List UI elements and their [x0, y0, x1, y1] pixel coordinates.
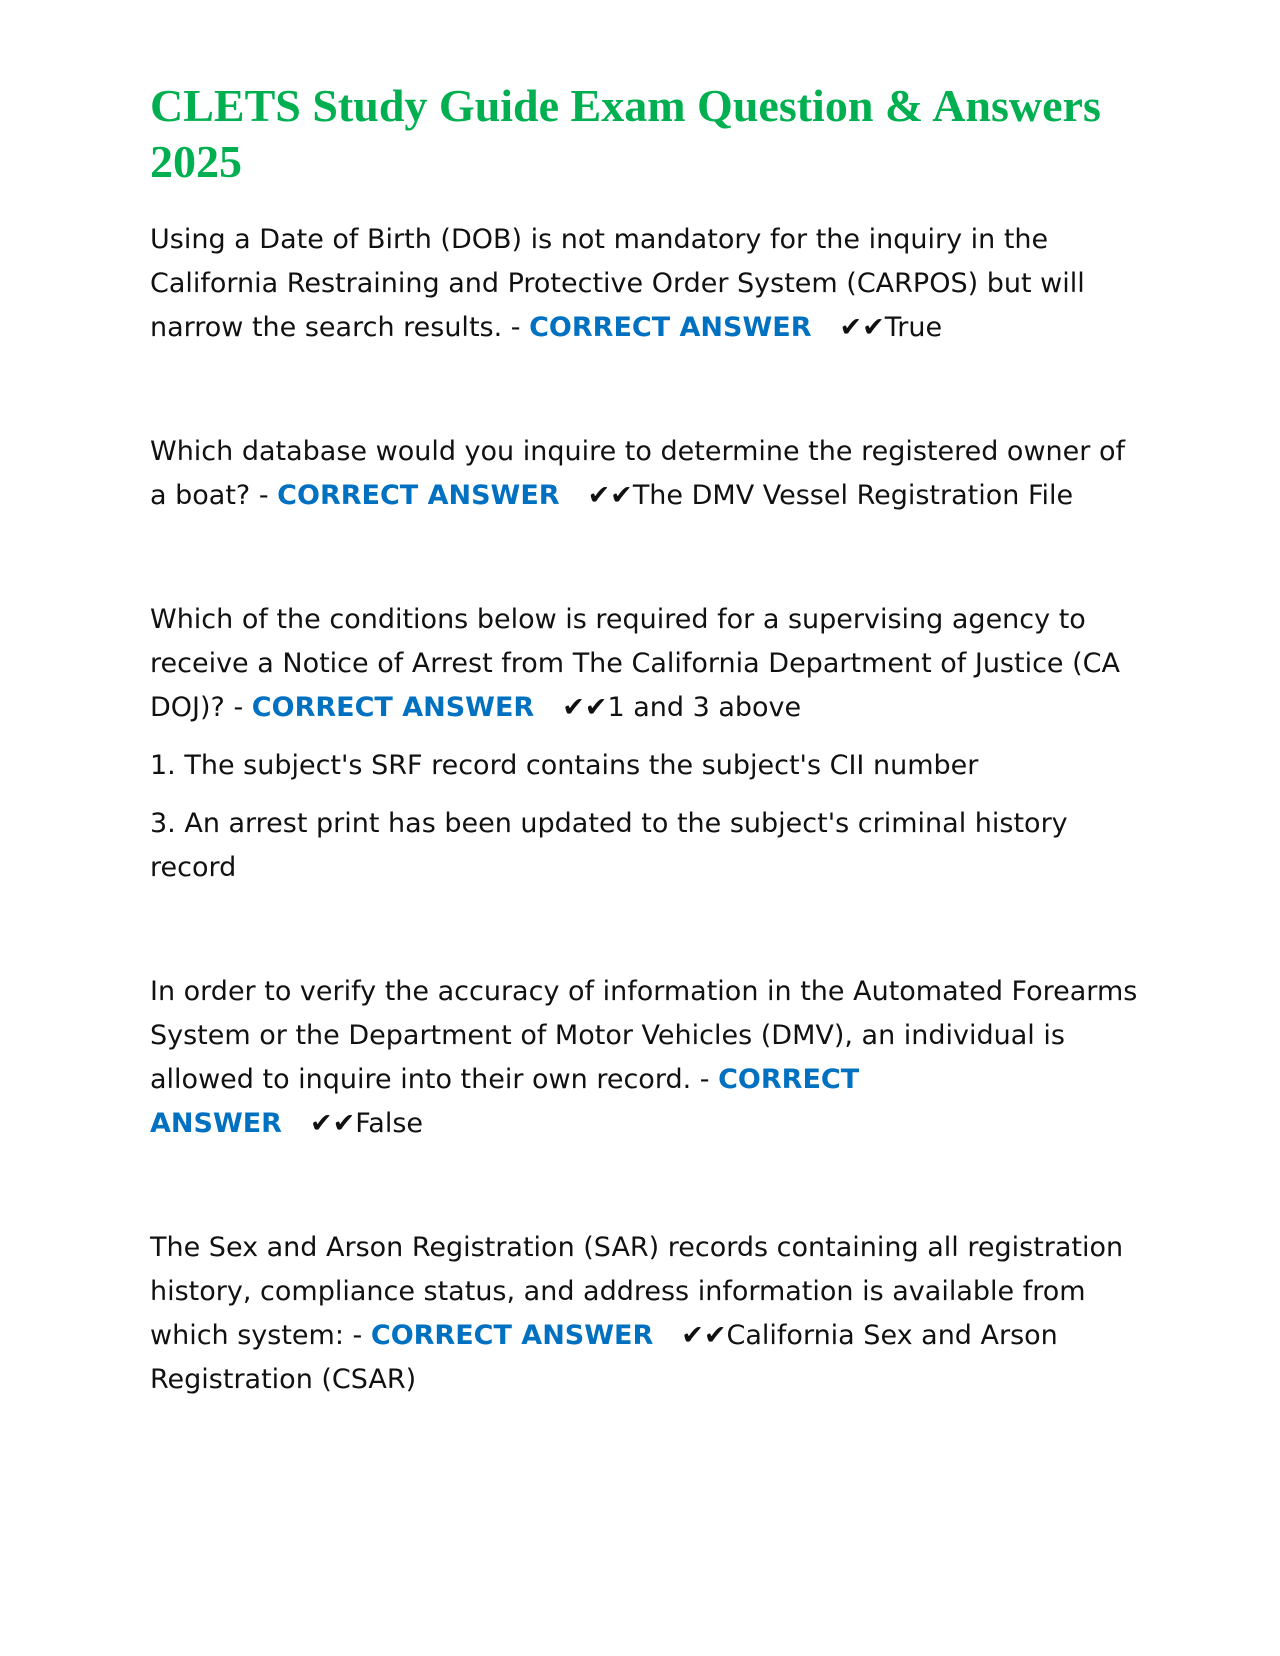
correct-answer-label: CORRECT ANSWER: [529, 312, 812, 343]
correct-answer-label: CORRECT ANSWER: [251, 692, 535, 723]
separator: -: [502, 312, 530, 343]
answer-note: 1. The subject's SRF record contains the subject's CII number: [150, 750, 979, 781]
correct-answer-label: CORRECT ANSWER: [277, 480, 560, 511]
separator: -: [224, 692, 252, 723]
double-check-icon: ✔✔: [309, 1108, 356, 1139]
separator: -: [691, 1064, 719, 1095]
question-text: The Sex and Arson Registration (SAR) records containing all registration history, compliance status, and address information is available from which system:: [150, 1232, 1124, 1351]
question-text: Which of the conditions below is required for a supervising agency to receive a Notice of Arrest from The California Department of Justice (CA DOJ)?: [150, 604, 1120, 723]
qa-question-line: [150, 970, 1140, 1146]
qa-item: [150, 430, 1140, 518]
correct-answer-label: CORRECT ANSWER: [150, 1064, 860, 1139]
qa-question-line: [150, 430, 1140, 518]
answer-text: California Sex and Arson Registration (CSAR): [150, 1320, 1058, 1395]
qa-item: [150, 598, 1140, 890]
question-text: In order to verify the accuracy of information in the Automated Forearms System or the Department of Motor Vehicles (DMV), an individual is allowed to inquire into their own record.: [150, 976, 1138, 1095]
double-check-icon: ✔✔: [681, 1320, 727, 1351]
answer-text: True: [884, 312, 943, 343]
answer-text: False: [355, 1108, 423, 1139]
double-check-icon: ✔✔: [562, 692, 608, 723]
qa-question-line: [150, 218, 1140, 350]
qa-question-line: [150, 598, 1140, 730]
separator: -: [343, 1320, 371, 1351]
separator: -: [250, 480, 278, 511]
document-content: [150, 78, 1140, 1482]
answer-text: The DMV Vessel Registration File: [632, 480, 1074, 511]
question-text: Which database would you inquire to determine the registered owner of a boat?: [150, 436, 1125, 511]
double-check-icon: ✔✔: [839, 312, 885, 343]
qa-item: [150, 970, 1140, 1146]
answer-text: 1 and 3 above: [607, 692, 802, 723]
qa-question-line: [150, 1226, 1140, 1402]
document-title: CLETS Study Guide Exam Question & Answers 2025: [150, 80, 1101, 187]
double-check-icon: ✔✔: [587, 480, 633, 511]
answer-note: 3. An arrest print has been updated to the subject's criminal history record: [150, 808, 1068, 883]
qa-item: [150, 218, 1140, 350]
correct-answer-label: CORRECT ANSWER: [370, 1320, 654, 1351]
qa-item: [150, 1226, 1140, 1402]
question-text: Using a Date of Birth (DOB) is not mandatory for the inquiry in the California Restraining and Protective Order System (CARPOS) but will narrow the search results.: [150, 224, 1085, 343]
